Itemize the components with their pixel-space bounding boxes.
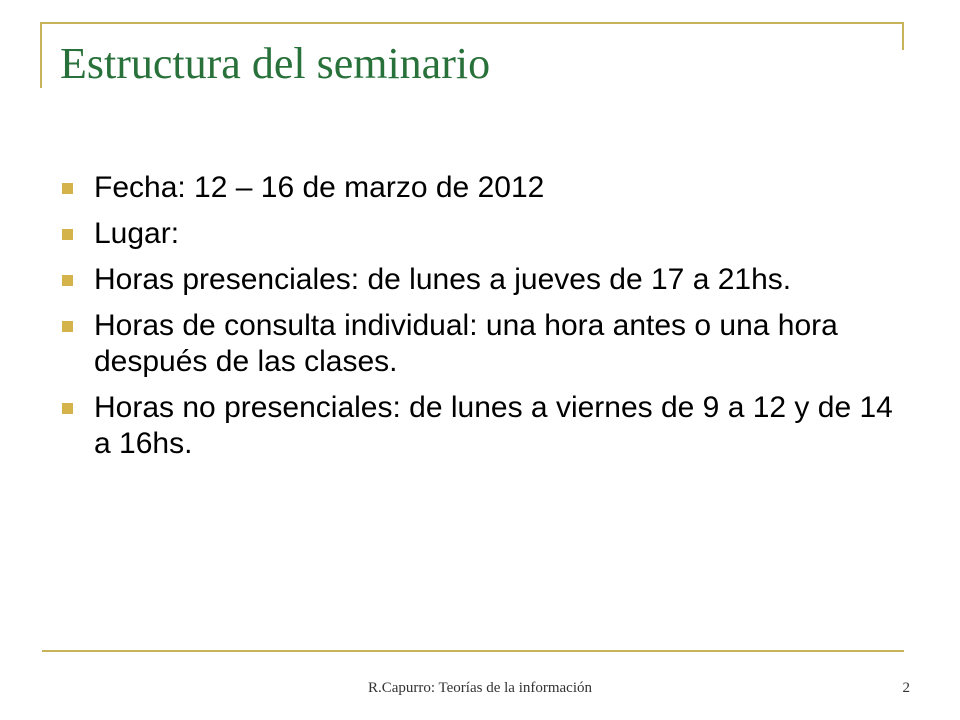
bullet-item-fecha (60, 170, 910, 206)
right-frame-line (902, 22, 904, 50)
bullet-item-horas-no-presenciales (60, 390, 910, 462)
top-frame-line (40, 22, 904, 24)
bullet-item-horas-presenciales (60, 262, 910, 298)
square-bullet-icon (62, 275, 73, 286)
square-bullet-icon (62, 229, 73, 240)
bullet-text: Horas presenciales: de lunes a jueves de 17 a 21hs. (94, 263, 792, 296)
square-bullet-icon (62, 183, 73, 194)
page-number: 2 (902, 680, 910, 696)
slide-footer: R.Capurro: Teorías de la información (367, 680, 593, 696)
bullet-text: Horas no presenciales: de lunes a viernes de 9 a 12 y de 14 a 16hs. (94, 391, 893, 460)
square-bullet-icon (62, 321, 73, 332)
bullet-text: Fecha: 12 – 16 de marzo de 2012 (94, 171, 545, 204)
bullet-list (60, 170, 910, 472)
bottom-frame-line (42, 650, 904, 652)
square-bullet-icon (62, 403, 73, 414)
bullet-text: Horas de consulta individual: una hora antes o una hora después de las clases. (94, 309, 838, 378)
bullet-text: Lugar: (94, 217, 180, 250)
slide-title: Estructura del seminario (60, 39, 491, 88)
bullet-item-horas-consulta (60, 308, 910, 380)
left-frame-line (40, 22, 42, 88)
bullet-item-lugar (60, 216, 910, 252)
